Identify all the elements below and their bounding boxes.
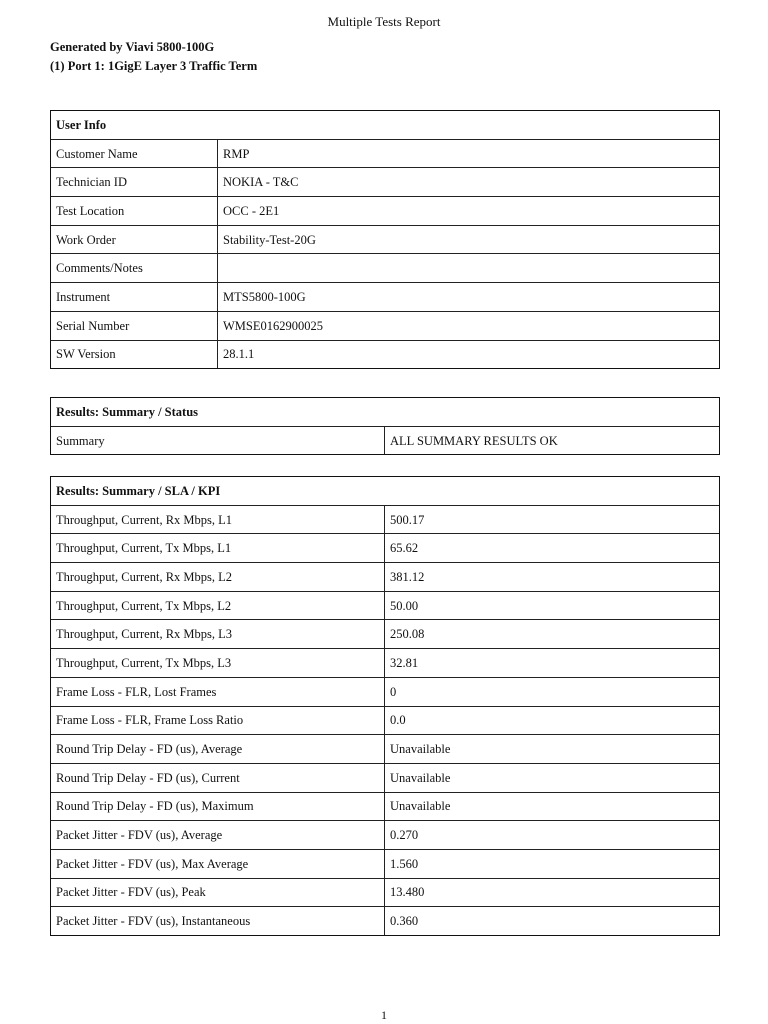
table-row bbox=[51, 563, 720, 592]
table-row bbox=[51, 620, 720, 649]
table-row bbox=[51, 426, 720, 455]
page-number: 1 bbox=[381, 1008, 387, 1022]
table-row bbox=[51, 907, 720, 936]
row-value: 28.1.1 bbox=[218, 340, 720, 369]
table-row bbox=[51, 340, 720, 369]
section-title: User Info bbox=[51, 111, 720, 140]
table-header-row bbox=[51, 398, 720, 427]
row-label: Instrument bbox=[51, 283, 218, 312]
table-row bbox=[51, 821, 720, 850]
table-row bbox=[51, 792, 720, 821]
row-value: Stability-Test-20G bbox=[218, 225, 720, 254]
row-label: Throughput, Current, Tx Mbps, L3 bbox=[51, 649, 385, 678]
row-value: 13.480 bbox=[385, 878, 720, 907]
row-value: 0.0 bbox=[385, 706, 720, 735]
table-row bbox=[51, 225, 720, 254]
table-row bbox=[51, 311, 720, 340]
table-row bbox=[51, 706, 720, 735]
row-value: Unavailable bbox=[385, 792, 720, 821]
row-label: Throughput, Current, Tx Mbps, L2 bbox=[51, 591, 385, 620]
summary-status-table bbox=[50, 397, 720, 455]
table-row bbox=[51, 254, 720, 283]
row-value: 0.360 bbox=[385, 907, 720, 936]
page-title: Multiple Tests Report bbox=[327, 14, 441, 29]
table-header-row bbox=[51, 111, 720, 140]
row-label: Throughput, Current, Rx Mbps, L2 bbox=[51, 563, 385, 592]
row-label: Round Trip Delay - FD (us), Maximum bbox=[51, 792, 385, 821]
table-row bbox=[51, 139, 720, 168]
table-row bbox=[51, 168, 720, 197]
table-row bbox=[51, 763, 720, 792]
row-label: Throughput, Current, Rx Mbps, L3 bbox=[51, 620, 385, 649]
row-label: Work Order bbox=[51, 225, 218, 254]
table-header-row bbox=[51, 477, 720, 506]
row-value bbox=[218, 254, 720, 283]
row-label: Packet Jitter - FDV (us), Peak bbox=[51, 878, 385, 907]
row-label: Throughput, Current, Tx Mbps, L1 bbox=[51, 534, 385, 563]
row-value: MTS5800-100G bbox=[218, 283, 720, 312]
row-value: Unavailable bbox=[385, 763, 720, 792]
row-label: Round Trip Delay - FD (us), Average bbox=[51, 735, 385, 764]
table-row bbox=[51, 505, 720, 534]
row-value: 50.00 bbox=[385, 591, 720, 620]
row-value: WMSE0162900025 bbox=[218, 311, 720, 340]
row-value: Unavailable bbox=[385, 735, 720, 764]
row-value: 32.81 bbox=[385, 649, 720, 678]
row-value: RMP bbox=[218, 139, 720, 168]
row-value: 500.17 bbox=[385, 505, 720, 534]
table-row bbox=[51, 534, 720, 563]
table-row bbox=[51, 591, 720, 620]
row-label: SW Version bbox=[51, 340, 218, 369]
table-row bbox=[51, 197, 720, 226]
row-value: 381.12 bbox=[385, 563, 720, 592]
row-label: Frame Loss - FLR, Frame Loss Ratio bbox=[51, 706, 385, 735]
row-value: ALL SUMMARY RESULTS OK bbox=[385, 426, 720, 455]
section-title: Results: Summary / SLA / KPI bbox=[51, 477, 720, 506]
row-label: Serial Number bbox=[51, 311, 218, 340]
summary-kpi-table bbox=[50, 476, 720, 936]
table-row bbox=[51, 849, 720, 878]
row-label: Test Location bbox=[51, 197, 218, 226]
row-label: Packet Jitter - FDV (us), Max Average bbox=[51, 849, 385, 878]
table-row bbox=[51, 677, 720, 706]
row-value: 0.270 bbox=[385, 821, 720, 850]
row-label: Customer Name bbox=[51, 139, 218, 168]
user-info-table bbox=[50, 110, 720, 369]
row-label: Comments/Notes bbox=[51, 254, 218, 283]
table-row bbox=[51, 649, 720, 678]
row-value: 65.62 bbox=[385, 534, 720, 563]
row-label: Packet Jitter - FDV (us), Instantaneous bbox=[51, 907, 385, 936]
row-value: 1.560 bbox=[385, 849, 720, 878]
row-label: Packet Jitter - FDV (us), Average bbox=[51, 821, 385, 850]
row-label: Round Trip Delay - FD (us), Current bbox=[51, 763, 385, 792]
row-value: 0 bbox=[385, 677, 720, 706]
row-label: Summary bbox=[51, 426, 385, 455]
generated-by-line: Generated by Viavi 5800-100G bbox=[50, 40, 215, 54]
row-value: OCC - 2E1 bbox=[218, 197, 720, 226]
row-label: Frame Loss - FLR, Lost Frames bbox=[51, 677, 385, 706]
row-value: NOKIA - T&C bbox=[218, 168, 720, 197]
row-label: Throughput, Current, Rx Mbps, L1 bbox=[51, 505, 385, 534]
table-row bbox=[51, 283, 720, 312]
section-title: Results: Summary / Status bbox=[51, 398, 720, 427]
port-line: (1) Port 1: 1GigE Layer 3 Traffic Term bbox=[50, 59, 258, 73]
table-row bbox=[51, 735, 720, 764]
row-label: Technician ID bbox=[51, 168, 218, 197]
row-value: 250.08 bbox=[385, 620, 720, 649]
table-row bbox=[51, 878, 720, 907]
